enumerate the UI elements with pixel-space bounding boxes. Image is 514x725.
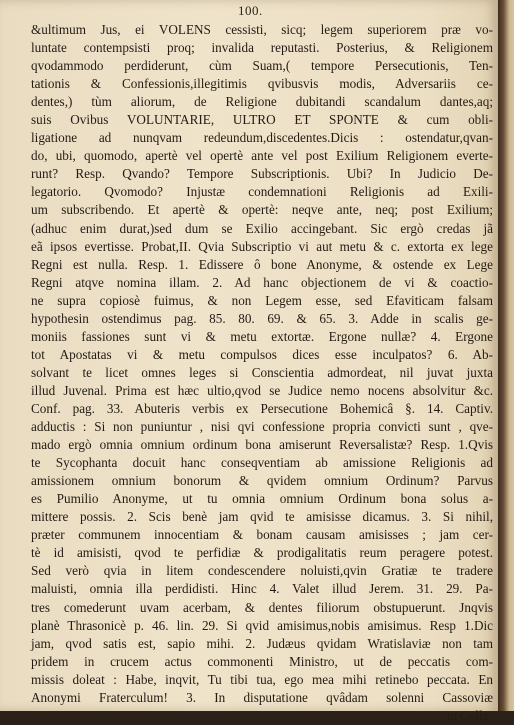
text-line: adductis : Si non puniuntur , nisi qvi confessione propria convicti sunt , qve- <box>31 419 493 435</box>
text-line: maluisti, omnia illa perdidisti. Hinc 4. Valet illud Jerem. 31. 29. Pa- <box>31 581 493 597</box>
text-line: amissionem omnium bonorum & qvidem omnium Ordinum? Parvus <box>31 473 493 489</box>
page-text <box>31 21 493 725</box>
text-line: illud Juvenal. Prima est hæc ultio,qvod se Judice nemo nocens absolvitur &c. <box>31 382 493 398</box>
text-line: ligatione ad nunqvam redeundum,discedentes.Dicis : ostendatur,qvan- <box>31 130 493 146</box>
catchword: in Colle- <box>446 707 493 723</box>
text-line: Anonymi Fraterculum! 3. In disputatione qvâdam solenni Cassoviæ <box>31 689 493 705</box>
text-line: legatorio. Qvomodo? Injustæ condemnationi Religionis ad Exili- <box>31 184 493 200</box>
text-line: eã ipsos evertisse. Probat,II. Qvia Subscriptio vi aut metu & c. extorta ex lege <box>31 238 493 254</box>
text-line: tot Apostatas vi & metu compulsos dices esse inculpatos? 6. Ab- <box>31 346 493 362</box>
text-line: suis Ovibus VOLUNTARIE, ULTRO ET SPONTE & cum obli- <box>31 112 493 128</box>
text-line: jam, qvod satis est, sapio mihi. 2. Judæus qvidam Wratislaviæ non tam <box>31 635 493 651</box>
next-page-edge <box>498 0 514 711</box>
text-line: luntate contempsisti proq; invalida reputasti. Posterius, & Religionem <box>31 40 493 56</box>
text-line: Regni est nulla. Resp. 1. Edissere ô bone Anonyme, & ostende ex Lege <box>31 256 493 272</box>
page-number: 100. <box>238 3 263 18</box>
text-line: ne supra copiosè fuimus, & non Legem esse, sed Efaviticam falsam <box>31 292 493 308</box>
text-line: &ultimum Jus, ei VOLENS cessisti, sicq; legem superiorem præ vo- <box>31 22 493 37</box>
text-line: qvodammodo perdiderunt, cùm Suam,( tempore Persecutionis, Ten- <box>31 58 493 74</box>
text-line: runt? Resp. Qvando? Tempore Subscriptionis. Ubi? In Judicio De- <box>31 166 493 182</box>
text-line: mado ergò omnia omnium ordinum bona amiserunt Reversalistæ? Resp. 1.Qvis <box>31 437 493 453</box>
text-line: tationis & Confessionis,illegitimis qvibusvis modis, Adversariis ce- <box>31 76 493 92</box>
text-line: hypothesin ostendimus pag. 85. 80. 69. & 65. 3. Adde in scalis ge- <box>31 310 493 326</box>
text-line: moniis fassiones sunt vi & metu extortæ. Ergone nullæ? 4. Ergone <box>31 328 493 344</box>
text-line: Sed verò qvia in litem condescendere noluisti,qvin Gratiæ te tradere <box>31 563 493 579</box>
text-line: missis doleat : Habe, inqvit, Tu tibi tua, ego mea mihi retinebo peccata. En <box>31 671 493 687</box>
text-line: tres comederunt uvam acerbam, & dentes filiorum obstupuerunt. Jnqvis <box>31 599 493 615</box>
text-line: solvant te licet omnes leges si Conscientia admordeat, nil juvat juxta <box>31 364 493 380</box>
text-line: dentes,) tùm aliorum, de Religione dubitandi scandalum dantes,aq; <box>31 94 493 110</box>
text-line: pridem in crucem actus commonenti Ministro, ut de peccatis com- <box>31 653 493 669</box>
text-line: te Sycophanta docuit hanc conseqventiam ab amissione Religionis ad <box>31 455 493 471</box>
text-line: es Pumilio Anonyme, ut tu omnia omnium Ordinum bona solus a- <box>31 491 493 507</box>
text-line: (adhuc enim durat,)sed dum se Exilio accingebant. Sic ergò credas jã <box>31 220 493 236</box>
text-line: um subscribendo. Et apertè & opertè: neqve ante, neq; post Exilium; <box>31 202 493 218</box>
text-line: præter communem innocentiam & bonam causam amisisses ; jam cer- <box>31 527 493 543</box>
text-line: do, ubi, quomodo, apertè vel opertè ante vel post Exilium Religionem everte- <box>31 148 493 164</box>
text-line: Conf. pag. 33. Abuteris verbis ex Persecutione Bohemicâ §. 14. Captiv. <box>31 400 493 416</box>
text-line: planè Thrasonicè p. 46. lin. 29. Si qvid amisimus,nobis amisimus. Resp 1.Dic <box>31 617 493 633</box>
text-line: tè id amisisti, qvod te perfidiæ & prodigalitatis reum peragere potest. <box>31 545 493 561</box>
text-line: Regni atqve nomina illam. 2. Ad hanc objectionem de vi & coactio- <box>31 274 493 290</box>
text-line: mittere possis. 2. Scis benè jam qvid te amisisse dicamus. 3. Si nihil, <box>31 509 493 525</box>
